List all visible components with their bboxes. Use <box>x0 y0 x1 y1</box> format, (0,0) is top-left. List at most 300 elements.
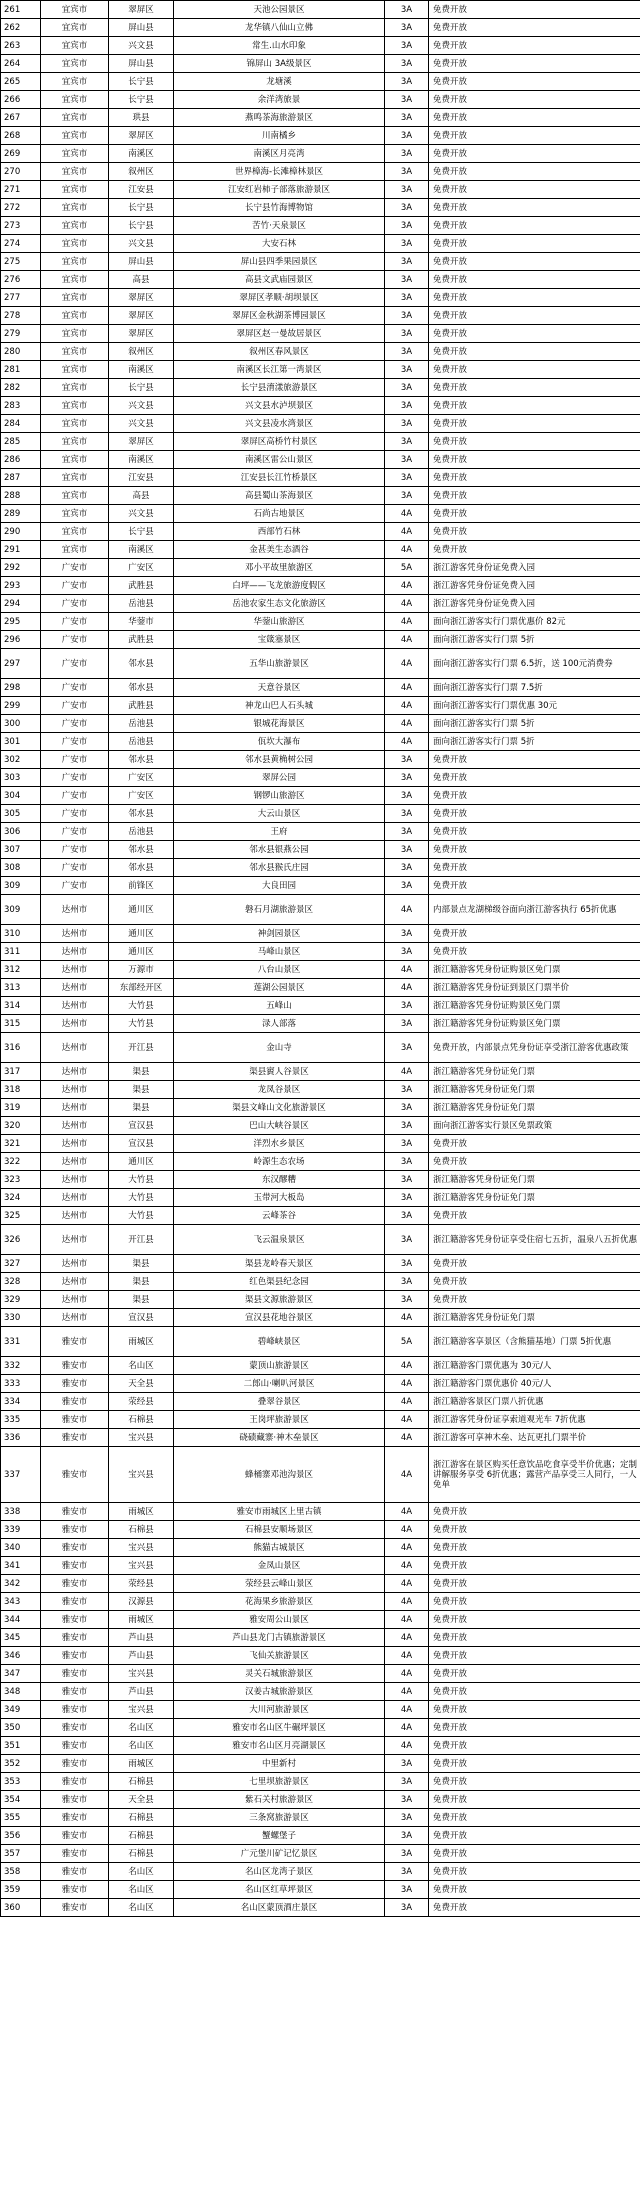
row-number-cell: 281 <box>1 361 41 379</box>
table-row <box>1 343 640 361</box>
scenic-spot-name-cell: 龙华镇八仙山立佛 <box>174 19 385 37</box>
scenic-spot-name-cell: 岭源生态农场 <box>174 1153 385 1171</box>
table-row <box>1 1411 640 1429</box>
policy-cell: 免费开放 <box>429 1791 640 1809</box>
table-row <box>1 1791 640 1809</box>
rating-cell: 4A <box>385 715 429 733</box>
district-cell: 兴文县 <box>109 37 174 55</box>
table-row <box>1 1863 640 1881</box>
policy-cell: 面向浙江游客实行景区免票政策 <box>429 1117 640 1135</box>
rating-cell: 4A <box>385 1447 429 1503</box>
district-cell: 南溪区 <box>109 361 174 379</box>
table-body <box>1 1 640 1917</box>
policy-cell: 免费开放 <box>429 787 640 805</box>
table-row <box>1 235 640 253</box>
table-row <box>1 73 640 91</box>
policy-cell: 免费开放 <box>429 253 640 271</box>
policy-cell: 免费开放 <box>429 1827 640 1845</box>
policy-cell: 免费开放 <box>429 397 640 415</box>
table-row <box>1 541 640 559</box>
row-number-cell: 302 <box>1 751 41 769</box>
rating-cell: 3A <box>385 943 429 961</box>
district-cell: 翠屏区 <box>109 307 174 325</box>
city-cell: 雅安市 <box>41 1899 109 1917</box>
city-cell: 广安市 <box>41 859 109 877</box>
scenic-spot-name-cell: 叙州区春风景区 <box>174 343 385 361</box>
city-cell: 达州市 <box>41 1099 109 1117</box>
policy-cell: 免费开放 <box>429 307 640 325</box>
city-cell: 达州市 <box>41 1225 109 1255</box>
policy-cell: 浙江游客凭身份证免费入园 <box>429 559 640 577</box>
row-number-cell: 328 <box>1 1273 41 1291</box>
policy-cell: 面向浙江游客实行门票优惠 30元 <box>429 697 640 715</box>
policy-cell: 免费开放 <box>429 1611 640 1629</box>
table-row <box>1 1593 640 1611</box>
district-cell: 屏山县 <box>109 55 174 73</box>
scenic-spot-name-cell: 汉姜古城旅游景区 <box>174 1683 385 1701</box>
rating-cell: 4A <box>385 1429 429 1447</box>
scenic-spot-name-cell: 叠翠谷景区 <box>174 1393 385 1411</box>
city-cell: 宜宾市 <box>41 235 109 253</box>
rating-cell: 3A <box>385 1255 429 1273</box>
policy-cell: 免费开放 <box>429 943 640 961</box>
city-cell: 雅安市 <box>41 1827 109 1845</box>
city-cell: 达州市 <box>41 1015 109 1033</box>
city-cell: 雅安市 <box>41 1755 109 1773</box>
city-cell: 雅安市 <box>41 1593 109 1611</box>
city-cell: 达州市 <box>41 997 109 1015</box>
policy-cell: 免费开放 <box>429 1135 640 1153</box>
table-row <box>1 751 640 769</box>
scenic-spot-name-cell: 莲湖公园景区 <box>174 979 385 997</box>
row-number-cell: 291 <box>1 541 41 559</box>
city-cell: 宜宾市 <box>41 487 109 505</box>
city-cell: 雅安市 <box>41 1701 109 1719</box>
scenic-spot-name-cell: 渌人部落 <box>174 1015 385 1033</box>
table-row <box>1 163 640 181</box>
rating-cell: 4A <box>385 1629 429 1647</box>
table-row <box>1 925 640 943</box>
table-row <box>1 91 640 109</box>
rating-cell: 3A <box>385 751 429 769</box>
district-cell: 宝兴县 <box>109 1429 174 1447</box>
district-cell: 芦山县 <box>109 1647 174 1665</box>
row-number-cell: 331 <box>1 1327 41 1357</box>
rating-cell: 4A <box>385 523 429 541</box>
policy-cell: 免费开放 <box>429 1557 640 1575</box>
policy-cell: 免费开放 <box>429 841 640 859</box>
city-cell: 广安市 <box>41 805 109 823</box>
city-cell: 广安市 <box>41 559 109 577</box>
table-row <box>1 733 640 751</box>
district-cell: 汉源县 <box>109 1593 174 1611</box>
scenic-spot-name-cell: 余洋湾旅景 <box>174 91 385 109</box>
row-number-cell: 298 <box>1 679 41 697</box>
scenic-spot-name-cell: 名山区红草坪景区 <box>174 1881 385 1899</box>
policy-cell: 免费开放 <box>429 199 640 217</box>
scenic-spot-name-cell: 神剑园景区 <box>174 925 385 943</box>
row-number-cell: 314 <box>1 997 41 1015</box>
rating-cell: 3A <box>385 1755 429 1773</box>
policy-cell: 面向浙江游客实行门票 7.5折 <box>429 679 640 697</box>
city-cell: 宜宾市 <box>41 361 109 379</box>
scenic-spot-name-cell: 屏山县四季果园景区 <box>174 253 385 271</box>
row-number-cell: 285 <box>1 433 41 451</box>
district-cell: 翠屏区 <box>109 289 174 307</box>
row-number-cell: 294 <box>1 595 41 613</box>
policy-cell: 免费开放 <box>429 751 640 769</box>
policy-cell: 免费开放 <box>429 805 640 823</box>
district-cell: 翠屏区 <box>109 127 174 145</box>
city-cell: 雅安市 <box>41 1447 109 1503</box>
district-cell: 开江县 <box>109 1225 174 1255</box>
row-number-cell: 345 <box>1 1629 41 1647</box>
rating-cell: 3A <box>385 1 429 19</box>
rating-cell: 3A <box>385 199 429 217</box>
city-cell: 宜宾市 <box>41 271 109 289</box>
district-cell: 长宁县 <box>109 199 174 217</box>
rating-cell: 3A <box>385 1845 429 1863</box>
scenic-spot-name-cell: 蟹螺堡子 <box>174 1827 385 1845</box>
scenic-spot-name-cell: 南溪区长江第一湾景区 <box>174 361 385 379</box>
scenic-spot-name-cell: 翠屏区孝顺·胡坝景区 <box>174 289 385 307</box>
rating-cell: 3A <box>385 1881 429 1899</box>
scenic-spot-name-cell: 燕鸣茶海旅游景区 <box>174 109 385 127</box>
policy-cell: 免费开放 <box>429 361 640 379</box>
city-cell: 雅安市 <box>41 1791 109 1809</box>
rating-cell: 3A <box>385 1291 429 1309</box>
district-cell: 名山区 <box>109 1863 174 1881</box>
scenic-spot-name-cell: 大云山景区 <box>174 805 385 823</box>
district-cell: 兴文县 <box>109 235 174 253</box>
city-cell: 宜宾市 <box>41 325 109 343</box>
rating-cell: 4A <box>385 613 429 631</box>
policy-cell: 免费开放 <box>429 1647 640 1665</box>
scenic-spot-name-cell: 碧峰峡景区 <box>174 1327 385 1357</box>
rating-cell: 4A <box>385 1701 429 1719</box>
district-cell: 前锋区 <box>109 877 174 895</box>
rating-cell: 3A <box>385 19 429 37</box>
scenic-spot-name-cell: 红色渠县纪念园 <box>174 1273 385 1291</box>
district-cell: 渠县 <box>109 1273 174 1291</box>
row-number-cell: 332 <box>1 1357 41 1375</box>
scenic-spot-name-cell: 渠县賨人谷景区 <box>174 1063 385 1081</box>
row-number-cell: 297 <box>1 649 41 679</box>
scenic-spot-name-cell: 飞仙关旅游景区 <box>174 1647 385 1665</box>
city-cell: 达州市 <box>41 1189 109 1207</box>
district-cell: 邻水县 <box>109 859 174 877</box>
policy-cell: 浙江籍游客凭身份证免门票 <box>429 1189 640 1207</box>
city-cell: 雅安市 <box>41 1683 109 1701</box>
policy-cell: 免费开放 <box>429 1863 640 1881</box>
policy-cell: 免费开放 <box>429 415 640 433</box>
rating-cell: 4A <box>385 595 429 613</box>
policy-cell: 浙江游客可享神木垒、达瓦更扎门票半价 <box>429 1429 640 1447</box>
table-row <box>1 595 640 613</box>
table-row <box>1 1189 640 1207</box>
row-number-cell: 280 <box>1 343 41 361</box>
scenic-spot-name-cell: 洋烈水乡景区 <box>174 1135 385 1153</box>
policy-cell: 免费开放 <box>429 523 640 541</box>
rating-cell: 3A <box>385 361 429 379</box>
row-number-cell: 353 <box>1 1773 41 1791</box>
table-row <box>1 145 640 163</box>
city-cell: 雅安市 <box>41 1375 109 1393</box>
row-number-cell: 343 <box>1 1593 41 1611</box>
rating-cell: 4A <box>385 733 429 751</box>
city-cell: 雅安市 <box>41 1521 109 1539</box>
policy-cell: 面向浙江游客实行门票 5折 <box>429 733 640 751</box>
table-row <box>1 469 640 487</box>
table-row <box>1 1503 640 1521</box>
district-cell: 天全县 <box>109 1375 174 1393</box>
policy-cell: 免费开放 <box>429 55 640 73</box>
city-cell: 雅安市 <box>41 1629 109 1647</box>
rating-cell: 3A <box>385 325 429 343</box>
rating-cell: 3A <box>385 415 429 433</box>
rating-cell: 4A <box>385 1683 429 1701</box>
policy-cell: 浙江籍游客凭身份证到景区门票半价 <box>429 979 640 997</box>
row-number-cell: 321 <box>1 1135 41 1153</box>
rating-cell: 4A <box>385 541 429 559</box>
rating-cell: 4A <box>385 1309 429 1327</box>
policy-cell: 免费开放 <box>429 1845 640 1863</box>
row-number-cell: 330 <box>1 1309 41 1327</box>
row-number-cell: 313 <box>1 979 41 997</box>
city-cell: 达州市 <box>41 1117 109 1135</box>
rating-cell: 4A <box>385 649 429 679</box>
scenic-spot-name-cell: 大良田园 <box>174 877 385 895</box>
row-number-cell: 342 <box>1 1575 41 1593</box>
row-number-cell: 354 <box>1 1791 41 1809</box>
rating-cell: 4A <box>385 1557 429 1575</box>
scenic-spot-name-cell: 磐石月湖旅游景区 <box>174 895 385 925</box>
scenic-spot-name-cell: 五华山旅游景区 <box>174 649 385 679</box>
policy-cell: 免费开放 <box>429 37 640 55</box>
table-row <box>1 577 640 595</box>
rating-cell: 3A <box>385 145 429 163</box>
scenic-spot-name-cell: 宣汉县花地谷景区 <box>174 1309 385 1327</box>
table-row <box>1 289 640 307</box>
row-number-cell: 282 <box>1 379 41 397</box>
city-cell: 达州市 <box>41 1153 109 1171</box>
table-row <box>1 1683 640 1701</box>
district-cell: 通川区 <box>109 925 174 943</box>
scenic-spot-name-cell: 兴文县水泸坝景区 <box>174 397 385 415</box>
table-row <box>1 559 640 577</box>
district-cell: 江安县 <box>109 469 174 487</box>
row-number-cell: 296 <box>1 631 41 649</box>
district-cell: 石棉县 <box>109 1411 174 1429</box>
table-row <box>1 1375 640 1393</box>
policy-cell: 免费开放 <box>429 145 640 163</box>
row-number-cell: 306 <box>1 823 41 841</box>
row-number-cell: 309 <box>1 877 41 895</box>
table-row <box>1 1647 640 1665</box>
policy-cell: 内部景点龙湖梯级谷面向浙江游客执行 65折优惠 <box>429 895 640 925</box>
row-number-cell: 333 <box>1 1375 41 1393</box>
scenic-spot-name-cell: 玉带河大板岛 <box>174 1189 385 1207</box>
row-number-cell: 344 <box>1 1611 41 1629</box>
policy-cell: 免费开放 <box>429 1153 640 1171</box>
policy-cell: 免费开放 <box>429 925 640 943</box>
policy-cell: 免费开放 <box>429 235 640 253</box>
table-row <box>1 127 640 145</box>
policy-cell: 浙江籍游客凭身份证免门票 <box>429 1099 640 1117</box>
district-cell: 屏山县 <box>109 253 174 271</box>
scenic-spot-name-cell: 西部竹石林 <box>174 523 385 541</box>
rating-cell: 4A <box>385 505 429 523</box>
city-cell: 宜宾市 <box>41 253 109 271</box>
scenic-spot-name-cell: 云峰茶谷 <box>174 1207 385 1225</box>
table-row <box>1 1611 640 1629</box>
policy-cell: 免费开放 <box>429 433 640 451</box>
policy-cell: 免费开放 <box>429 1 640 19</box>
city-cell: 雅安市 <box>41 1611 109 1629</box>
rating-cell: 3A <box>385 217 429 235</box>
table-row <box>1 979 640 997</box>
rating-cell: 4A <box>385 1521 429 1539</box>
row-number-cell: 316 <box>1 1033 41 1063</box>
table-row <box>1 433 640 451</box>
table-row <box>1 1557 640 1575</box>
scenic-spot-name-cell: 名山区龙湾子景区 <box>174 1863 385 1881</box>
policy-cell: 免费开放 <box>429 1773 640 1791</box>
policy-cell: 免费开放 <box>429 1575 640 1593</box>
rating-cell: 4A <box>385 1575 429 1593</box>
city-cell: 宜宾市 <box>41 415 109 433</box>
policy-cell: 免费开放 <box>429 379 640 397</box>
scenic-spot-name-cell: 名山区蒙顶酒庄景区 <box>174 1899 385 1917</box>
row-number-cell: 322 <box>1 1153 41 1171</box>
policy-cell: 免费开放 <box>429 487 640 505</box>
rating-cell: 3A <box>385 451 429 469</box>
row-number-cell: 320 <box>1 1117 41 1135</box>
row-number-cell: 338 <box>1 1503 41 1521</box>
row-number-cell: 347 <box>1 1665 41 1683</box>
city-cell: 广安市 <box>41 649 109 679</box>
district-cell: 宝兴县 <box>109 1557 174 1575</box>
scenic-spot-name-cell: 神龙山巴人石头城 <box>174 697 385 715</box>
policy-cell: 浙江游客凭身份证享索道观光车 7折优惠 <box>429 1411 640 1429</box>
row-number-cell: 269 <box>1 145 41 163</box>
district-cell: 华蓥市 <box>109 613 174 631</box>
table-row <box>1 841 640 859</box>
district-cell: 渠县 <box>109 1081 174 1099</box>
row-number-cell: 279 <box>1 325 41 343</box>
rating-cell: 3A <box>385 1863 429 1881</box>
row-number-cell: 288 <box>1 487 41 505</box>
table-row <box>1 37 640 55</box>
district-cell: 宣汉县 <box>109 1135 174 1153</box>
rating-cell: 4A <box>385 1737 429 1755</box>
table-row <box>1 997 640 1015</box>
scenic-spot-name-cell: 花海果乡旅游景区 <box>174 1593 385 1611</box>
city-cell: 达州市 <box>41 943 109 961</box>
district-cell: 雨城区 <box>109 1327 174 1357</box>
rating-cell: 3A <box>385 55 429 73</box>
row-number-cell: 278 <box>1 307 41 325</box>
row-number-cell: 304 <box>1 787 41 805</box>
row-number-cell: 335 <box>1 1411 41 1429</box>
district-cell: 叙州区 <box>109 163 174 181</box>
table-row <box>1 1291 640 1309</box>
table-row <box>1 1809 640 1827</box>
table-row <box>1 1117 640 1135</box>
city-cell: 广安市 <box>41 751 109 769</box>
row-number-cell: 360 <box>1 1899 41 1917</box>
rating-cell: 4A <box>385 577 429 595</box>
table-row <box>1 1273 640 1291</box>
table-row <box>1 1575 640 1593</box>
row-number-cell: 267 <box>1 109 41 127</box>
table-row <box>1 1153 640 1171</box>
scenic-spot-name-cell: 金山寺 <box>174 1033 385 1063</box>
city-cell: 雅安市 <box>41 1665 109 1683</box>
row-number-cell: 266 <box>1 91 41 109</box>
table-row <box>1 697 640 715</box>
policy-cell: 浙江籍游客凭身份证购景区免门票 <box>429 961 640 979</box>
table-row <box>1 1327 640 1357</box>
scenic-spot-name-cell: 五峰山 <box>174 997 385 1015</box>
rating-cell: 4A <box>385 1393 429 1411</box>
rating-cell: 3A <box>385 1099 429 1117</box>
rating-cell: 3A <box>385 805 429 823</box>
city-cell: 达州市 <box>41 1255 109 1273</box>
row-number-cell: 319 <box>1 1099 41 1117</box>
city-cell: 达州市 <box>41 1309 109 1327</box>
scenic-spot-name-cell: 渠县龙岭春天景区 <box>174 1255 385 1273</box>
city-cell: 广安市 <box>41 733 109 751</box>
rating-cell: 3A <box>385 1791 429 1809</box>
scenic-spot-name-cell: 岳池农家生态文化旅游区 <box>174 595 385 613</box>
rating-cell: 3A <box>385 343 429 361</box>
row-number-cell: 277 <box>1 289 41 307</box>
city-cell: 雅安市 <box>41 1773 109 1791</box>
rating-cell: 4A <box>385 1063 429 1081</box>
district-cell: 名山区 <box>109 1881 174 1899</box>
policy-cell: 浙江籍游客凭身份证免门票 <box>429 1081 640 1099</box>
row-number-cell: 289 <box>1 505 41 523</box>
city-cell: 宜宾市 <box>41 181 109 199</box>
district-cell: 通川区 <box>109 895 174 925</box>
policy-cell: 免费开放 <box>429 541 640 559</box>
row-number-cell: 272 <box>1 199 41 217</box>
table-row <box>1 1309 640 1327</box>
city-cell: 雅安市 <box>41 1557 109 1575</box>
district-cell: 名山区 <box>109 1737 174 1755</box>
rating-cell: 4A <box>385 679 429 697</box>
policy-cell: 浙江籍游客凭身份证购景区免门票 <box>429 1015 640 1033</box>
city-cell: 宜宾市 <box>41 19 109 37</box>
scenic-spot-name-cell: 雅安市名山区月亮湖景区 <box>174 1737 385 1755</box>
policy-cell: 面向浙江游客实行门票 5折 <box>429 715 640 733</box>
table-row <box>1 271 640 289</box>
rating-cell: 3A <box>385 1273 429 1291</box>
rating-cell: 3A <box>385 433 429 451</box>
table-row <box>1 895 640 925</box>
district-cell: 开江县 <box>109 1033 174 1063</box>
district-cell: 通川区 <box>109 1153 174 1171</box>
policy-cell: 浙江籍游客享景区（含熊猫基地）门票 5折优惠 <box>429 1327 640 1357</box>
city-cell: 广安市 <box>41 877 109 895</box>
row-number-cell: 301 <box>1 733 41 751</box>
row-number-cell: 351 <box>1 1737 41 1755</box>
scenic-spot-name-cell: 邻水县黄桷树公园 <box>174 751 385 769</box>
row-number-cell: 311 <box>1 943 41 961</box>
city-cell: 达州市 <box>41 961 109 979</box>
rating-cell: 3A <box>385 1135 429 1153</box>
